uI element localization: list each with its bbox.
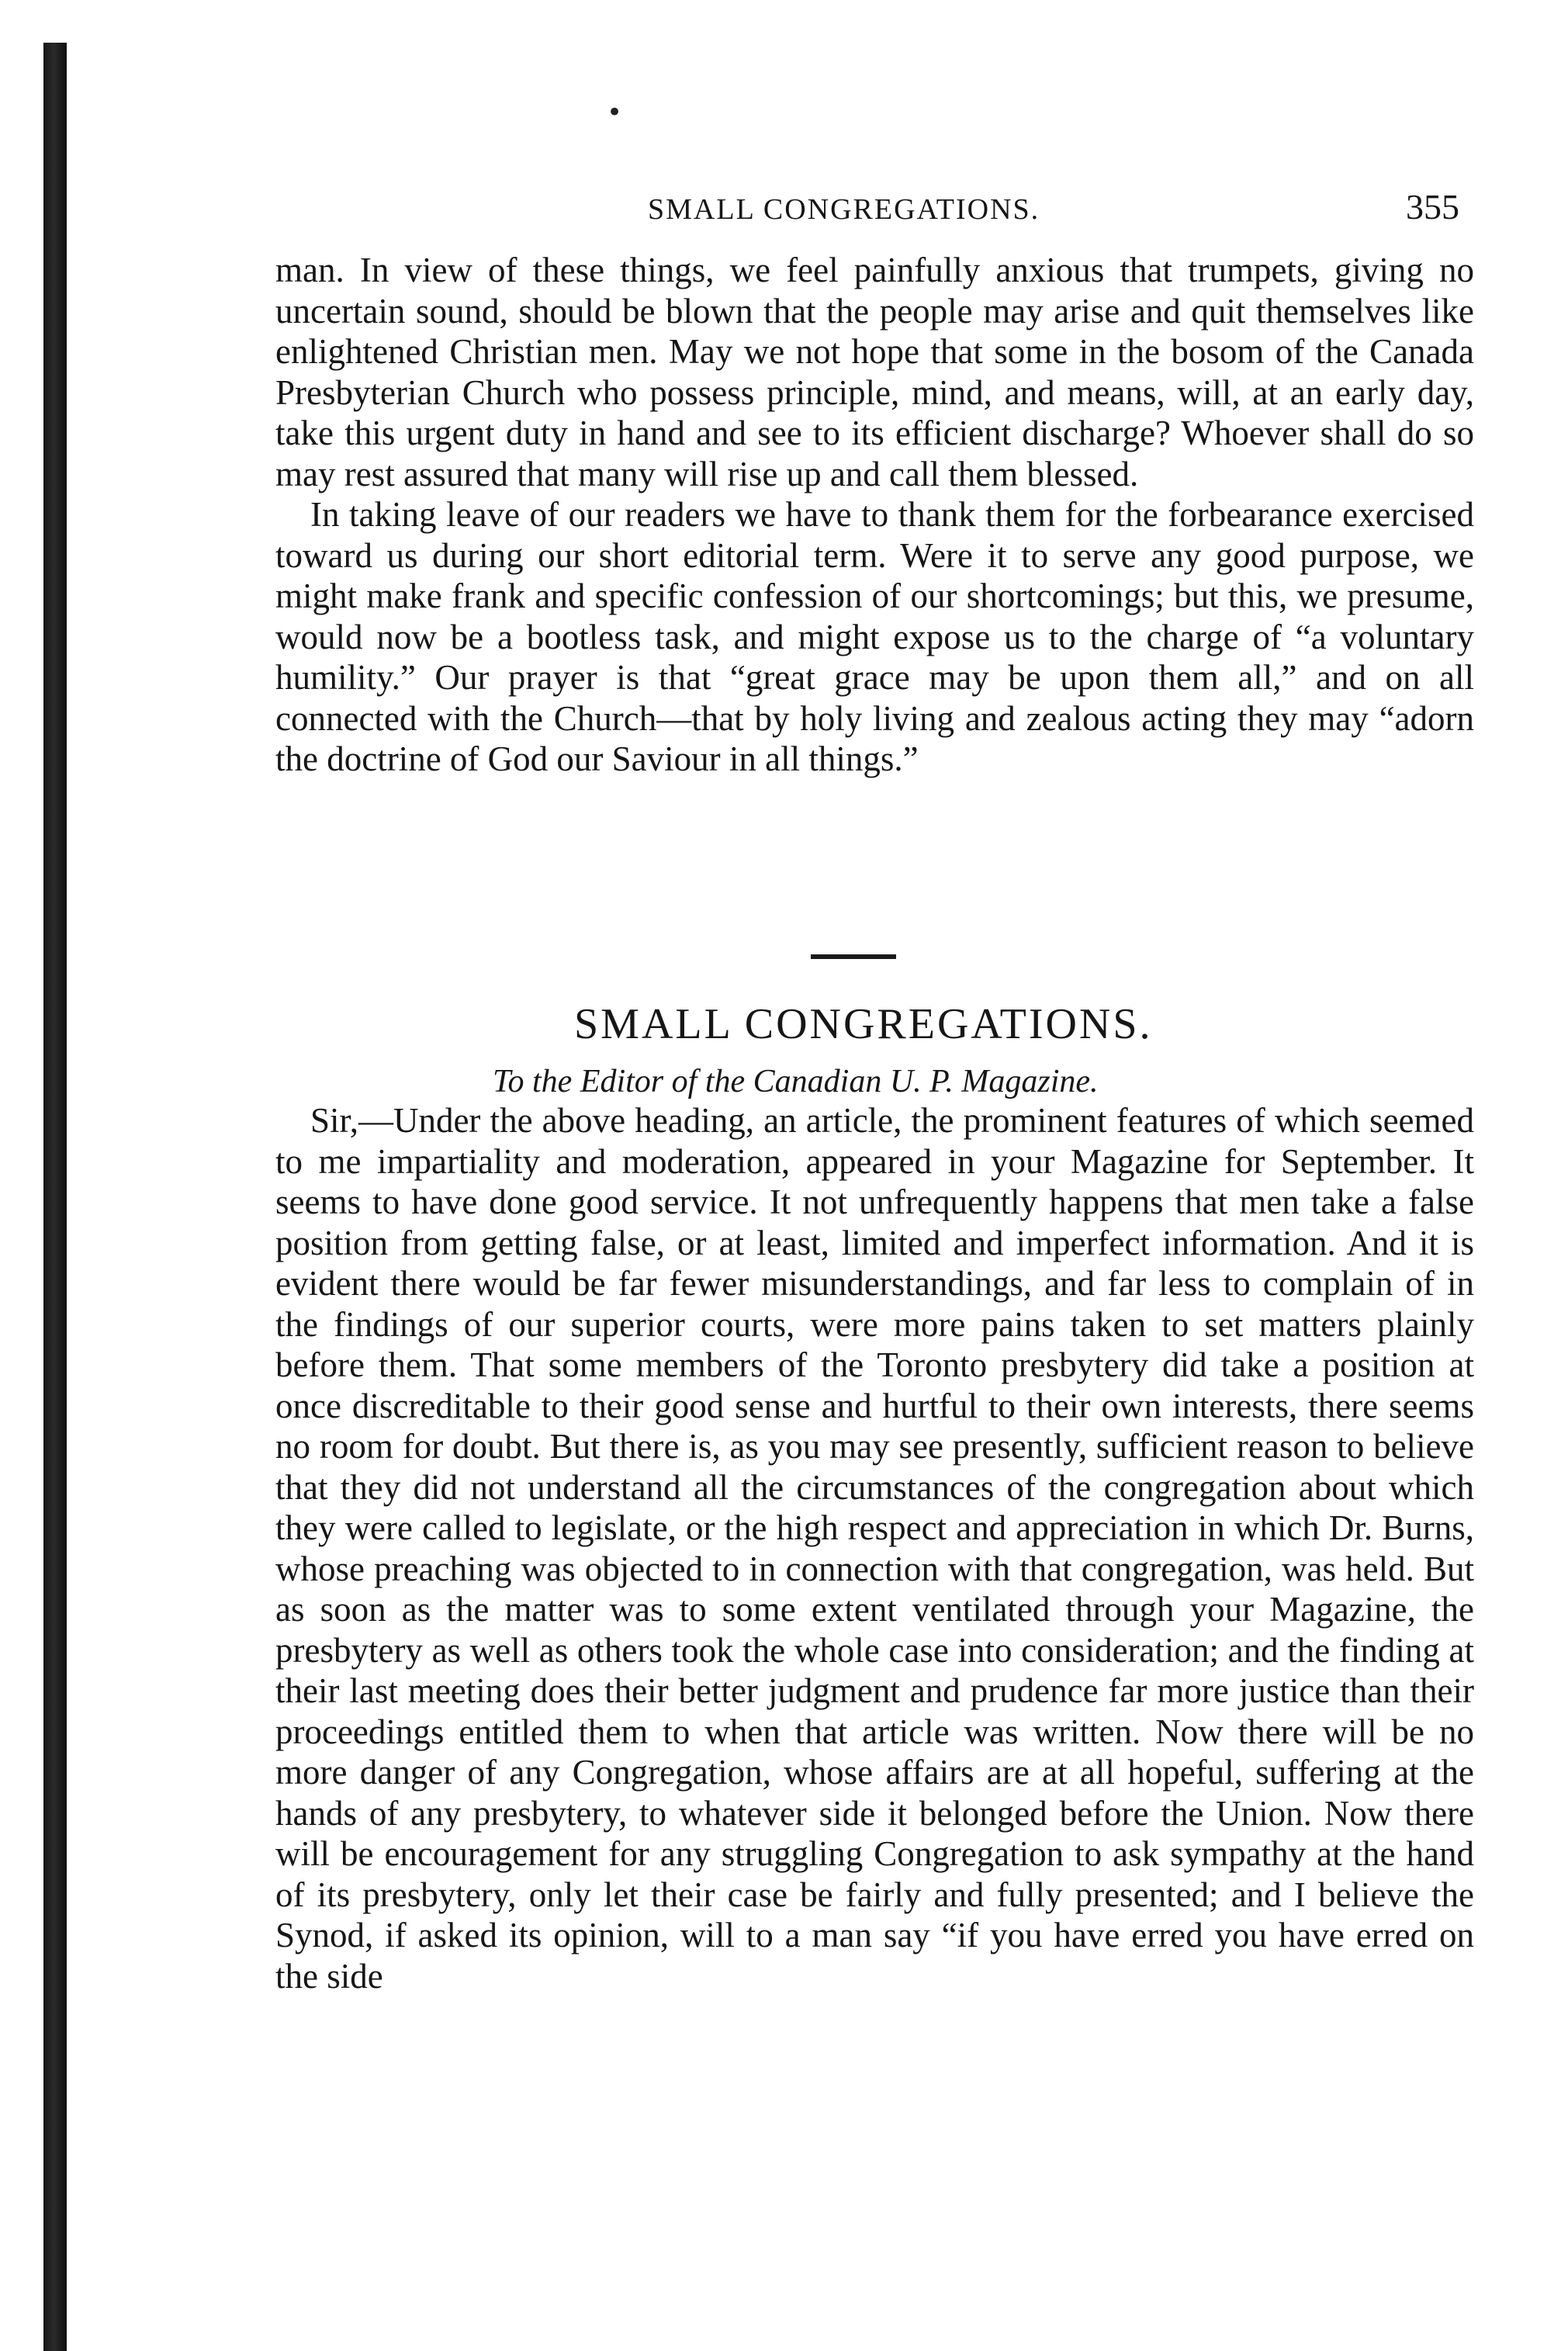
- paragraph: Sir,—Under the above heading, an article, the prominent features of which seemed to me impartiality and moderation, appeared in your Magazine for September. It seems to have done good service. It not unfrequently happens that men take a false position from getting false, or at least, limited and imperfect information. And it is evident there would be far fewer misunderstandings, and far less to complain of in the findings of our superior courts, were more pains taken to set matters plainly before them. That some members of the Toronto presbytery did take a position at once discreditable to their good sense and hurtful to their own interests, there seems no room for doubt. But there is, as you may see presently, sufficient reason to believe that they did not understand all the circumstances of the congregation about which they were called to legislate, or the high respect and appreciation in which Dr. Burns, whose preaching was objected to in connection with that congregation, was held. But as soon as the matter was to some extent ventilated through your Magazine, the presbytery as well as others took the whole case into consideration; and the finding at their last meeting does their better judgment and prudence far more justice than their proceedings entitled them to when that article was written. Now there will be no more danger of any Congregation, whose affairs are at all hopeful, suffering at the hands of any presbytery, to whatever side it belonged before the Union. Now there will be encouragement for any struggling Congregation to ask sympathy at the hand of its presbytery, only let their case be fairly and fully presented; and I believe the Synod, if asked its opinion, will to a man say “if you have erred you have erred on the side: [275, 1101, 1474, 1996]
- page-number: 355: [1406, 187, 1459, 227]
- running-head: SMALL CONGREGATIONS.: [648, 193, 1040, 226]
- section-divider: [811, 954, 896, 959]
- letter-body: [275, 1100, 1474, 1996]
- ink-speck: •: [607, 97, 623, 128]
- paragraph: man. In view of these things, we feel painfully anxious that trumpets, giving no uncertain sound, should be blown that the people may arise and quit themselves like enlightened Christian men. May we not hope that some in the bosom of the Canada Presbyterian Church who possess principle, mind, and means, will, at an early day, take this urgent duty in hand and see to its efficient discharge? Whoever shall do so may rest assured that many will rise up and call them blessed.: [275, 251, 1474, 493]
- paragraph: In taking leave of our readers we have to thank them for the forbearance exercised toward us during our short editorial term. Were it to serve any good purpose, we might make frank and specific confession of our shortcomings; but this, we presume, would now be a bootless task, and might expose us to the charge of “a voluntary humility.” Our prayer is that “great grace may be upon them all,” and on all connected with the Church—that by holy living and zealous acting they may “adorn the doctrine of God our Saviour in all things.”: [275, 495, 1474, 778]
- article-subtitle: To the Editor of the Canadian U. P. Magazine.: [493, 1064, 1099, 1099]
- page-binding-edge: [43, 43, 67, 2351]
- closing-editorial: [275, 250, 1474, 780]
- article-title: SMALL CONGREGATIONS.: [574, 1000, 1153, 1048]
